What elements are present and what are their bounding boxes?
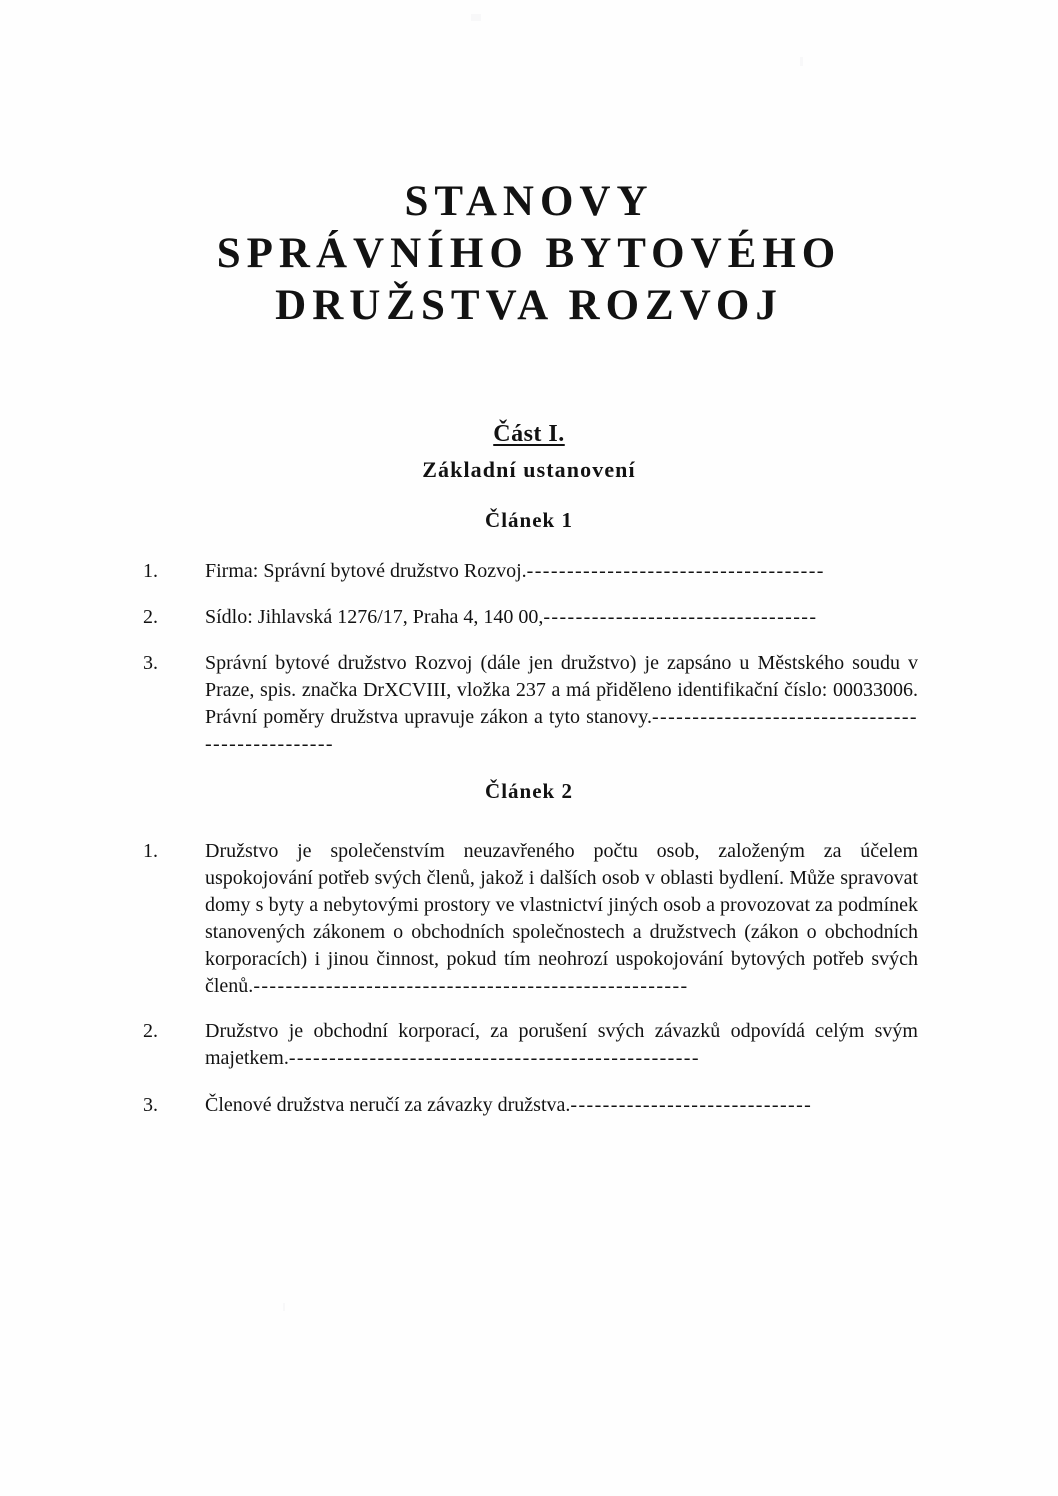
clause-item [143,650,918,758]
scan-speckle [471,14,481,21]
clause-text [205,650,918,758]
clause-number: 3. [143,652,158,674]
part-heading [0,421,1058,448]
clause-dash-filler: ------------------------------------------------- [205,706,918,755]
clause-dash-filler: ---------------------------------- [543,606,818,628]
clause-number: 3. [143,1094,158,1116]
clause-number: 1. [143,560,158,582]
clause-number: 2. [143,606,158,628]
document-title-line-3: DRUŽSTVA ROZVOJ [275,282,783,329]
clause-dash-filler: ------------------------------------------------------ [253,975,689,997]
clause-text [205,1018,918,1072]
document-title [0,176,1058,332]
clause-text [205,604,918,631]
document-title-line-1: STANOVY [404,178,654,225]
clause-dash-filler: ------------------------------------- [526,560,825,582]
clause-dash-filler: ------------------------------ [570,1094,813,1116]
scan-speckle [283,1303,285,1311]
clause-number: 1. [143,840,158,862]
clause-item [143,558,918,585]
clause-body: Sídlo: Jihlavská 1276/17, Praha 4, 140 00, [205,606,544,628]
article-heading-2: Článek 2 [485,779,573,803]
article-heading-1: Článek 1 [485,508,573,532]
clause-item [143,1018,918,1072]
clause-text [205,838,918,1000]
scan-speckle [800,57,803,66]
clause-item [143,1092,918,1119]
clause-dash-filler: --------------------------------------------------- [288,1047,700,1069]
clause-body: Družstvo je společenstvím neuzavřeného počtu osob, založeným za účelem uspokojování potřeb svých členů, jakož i dalších osob v oblasti bydlení. Může spravovat domy s byty a nebytovými prostory ve vlastnictví jiných osob a provozovat za podmínek stanovených zákonem o obchodních společnostech a družstvech (zákon o obchodních korporacích) i jinou činnost, pokud tím neohrozí uspokojování bytových potřeb svých členů. [205,840,918,997]
clause-body: Správní bytové družstvo Rozvoj (dále jen družstvo) je zapsáno u Městského soudu v Praze, spis. značka DrXCVIII, vložka 237 a má přiděleno identifikační číslo: 00033006. Právní poměry družstva upravuje zákon a tyto stanovy. [205,652,918,728]
clause-body: Družstvo je obchodní korporací, za porušení svých závazků odpovídá celým svým majetkem. [205,1020,918,1069]
clause-body: Firma: Správní bytové družstvo Rozvoj. [205,560,527,582]
clause-item [143,604,918,631]
clause-number: 2. [143,1020,158,1042]
clause-text [205,1092,918,1119]
clause-item [143,838,918,1000]
clause-body: Členové družstva neručí za závazky družstva. [205,1094,571,1116]
part-subtitle: Základní ustanovení [422,457,636,482]
part-label: Část I. [493,421,565,447]
clause-text [205,558,918,585]
document-title-line-2: SPRÁVNÍHO BYTOVÉHO [216,230,842,277]
